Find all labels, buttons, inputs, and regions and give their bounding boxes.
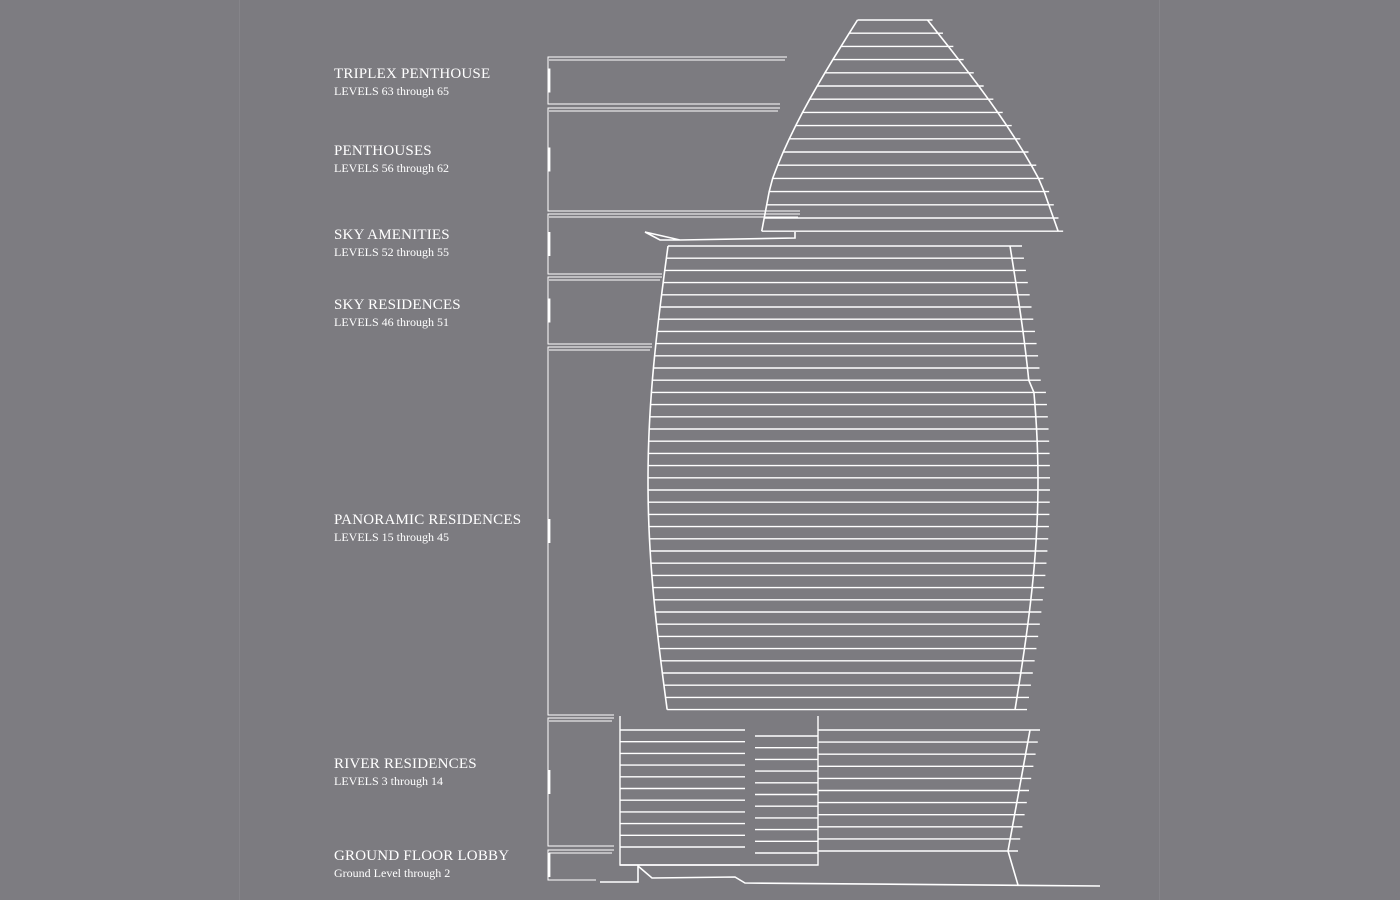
- section-brackets: [548, 57, 800, 880]
- section-name: GROUND FLOOR LOBBY: [334, 848, 510, 864]
- section-levels: LEVELS 56 through 62: [334, 161, 449, 175]
- section-name: SKY RESIDENCES: [334, 297, 461, 313]
- section-levels: LEVELS 3 through 14: [334, 774, 443, 788]
- section-name: PANORAMIC RESIDENCES: [334, 512, 522, 528]
- bracket-marker-triplex-penthouse: [548, 69, 550, 93]
- section-name: PENTHOUSES: [334, 143, 432, 159]
- section-levels: LEVELS 52 through 55: [334, 245, 449, 259]
- section-levels: LEVELS 63 through 65: [334, 84, 449, 98]
- section-name: RIVER RESIDENCES: [334, 756, 477, 772]
- bracket-marker-sky-residences: [548, 299, 550, 323]
- bracket-marker-panoramic-residences: [548, 519, 550, 543]
- podium-structure: [620, 716, 818, 865]
- section-name: TRIPLEX PENTHOUSE: [334, 66, 491, 82]
- bracket-marker-penthouses: [548, 148, 550, 172]
- ground-line: [600, 866, 1100, 886]
- bracket-penthouses: [548, 108, 800, 211]
- river-right-edge: [1008, 730, 1030, 885]
- bracket-marker-sky-amenities: [548, 232, 550, 256]
- section-levels: LEVELS 46 through 51: [334, 315, 449, 329]
- bracket-panoramic-residences: [548, 347, 652, 715]
- bracket-ground-floor-lobby: [548, 850, 614, 880]
- bracket-triplex-penthouse: [548, 57, 787, 104]
- sky-amenity-ledge: [645, 232, 795, 240]
- bracket-sky-amenities: [548, 214, 800, 274]
- bracket-river-residences: [548, 718, 614, 846]
- bracket-sky-residences: [548, 277, 662, 344]
- bracket-marker-ground-floor-lobby: [548, 853, 550, 877]
- section-name: SKY AMENITIES: [334, 227, 450, 243]
- podium-outline: [620, 716, 818, 865]
- section-levels: Ground Level through 2: [334, 866, 451, 880]
- section-levels: LEVELS 15 through 45: [334, 530, 449, 544]
- floor-lines: [648, 20, 1063, 851]
- bracket-marker-river-residences: [548, 770, 550, 794]
